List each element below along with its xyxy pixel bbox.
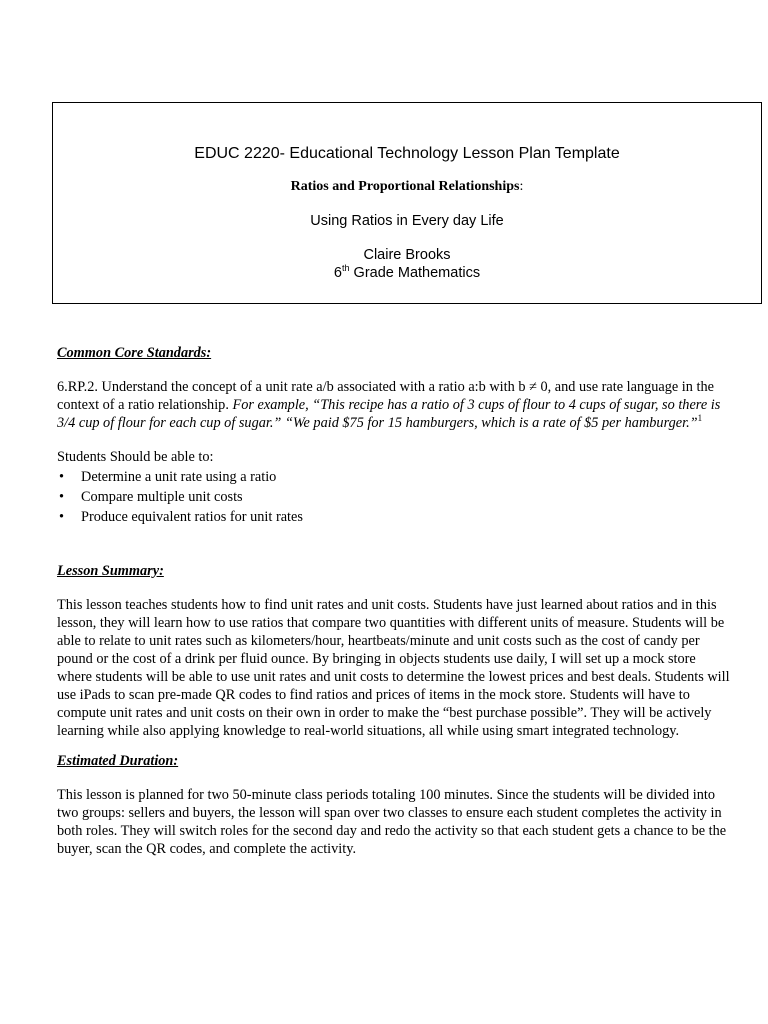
- list-item: [57, 468, 733, 488]
- document-subtitle: [53, 179, 761, 195]
- subtitle-tail: :: [519, 179, 524, 194]
- duration-text: This lesson is planned for two 50-minute class periods totaling 100 minutes. Since the students will be divided into two groups: sellers and buyers, the lesson will span over two classes to ensure each student completes the activity in both roles. They will switch roles for the second day and redo the activity so that each student gets a chance to be the buyer, scan the QR codes, and complete the activity.: [57, 787, 727, 857]
- summary-heading: Lesson Summary:: [57, 563, 164, 579]
- objectives-intro: Students Should be able to:: [57, 449, 214, 465]
- bullet-icon: •: [59, 489, 65, 505]
- list-item: [57, 488, 733, 508]
- list-item: [57, 508, 733, 528]
- document-body: [57, 344, 733, 858]
- author-name: Claire Brooks: [363, 247, 451, 263]
- list-item-text: Compare multiple unit costs: [81, 489, 243, 505]
- standards-text: [57, 378, 733, 432]
- grade-text: Grade Mathematics: [349, 265, 481, 281]
- summary-text: This lesson teaches students how to find unit rates and unit costs. Students have just learned about ratios and in this lesson, they will learn how to use ratios that compare two quantities with different units of measure. Students will be able to relate to unit rates such as kilometers/hour, heartbeats/minute and unit costs such as the cost of candy per pound or the cost of a drink per fluid ounce. By bringing in objects students use daily, I will set up a mock store where students will be able to use unit rates and unit costs to determine the lowest prices and best deals. Students will use iPads to scan pre-made QR codes to find ratios and prices of items in the mock store. Students will have to compute unit rates and unit costs on their own in order to make the “best purchase possible”. They will be actively learning while also applying knowledge to real-world situations, all while using smart integrated technology.: [57, 597, 730, 739]
- grade-level: [53, 265, 761, 281]
- standards-example: For example, “This recipe has a ratio of 3 cups of flour to 4 cups of sugar, so there is 3/4 cup of flour for each cup of sugar.” “We paid $75 for 15 hamburgers, which is a rate of $5 per hamburger.”: [57, 397, 721, 431]
- grade-ordinal: th: [342, 263, 350, 274]
- grade-number: 6: [333, 265, 342, 281]
- objectives-list: [57, 468, 733, 528]
- bullet-icon: •: [59, 509, 65, 525]
- document-title: EDUC 2220- Educational Technology Lesson Plan Template: [194, 145, 620, 162]
- lesson-topic: Using Ratios in Every day Life: [310, 213, 504, 229]
- standards-heading: Common Core Standards:: [57, 345, 212, 361]
- title-box: [52, 102, 762, 304]
- subtitle-bold: Ratios and Proportional Relationships: [290, 179, 520, 194]
- list-item-text: Determine a unit rate using a ratio: [81, 469, 277, 485]
- bullet-icon: •: [59, 469, 65, 485]
- duration-heading: Estimated Duration:: [57, 753, 179, 769]
- list-item-text: Produce equivalent ratios for unit rates: [81, 509, 303, 525]
- footnote-ref: 1: [697, 413, 703, 424]
- standards-plain: 6.RP.2. Understand the concept of a unit rate a/b associated with a ratio a:b with b ≠ 0, and use rate language in the context of a ratio relationship.: [57, 379, 714, 413]
